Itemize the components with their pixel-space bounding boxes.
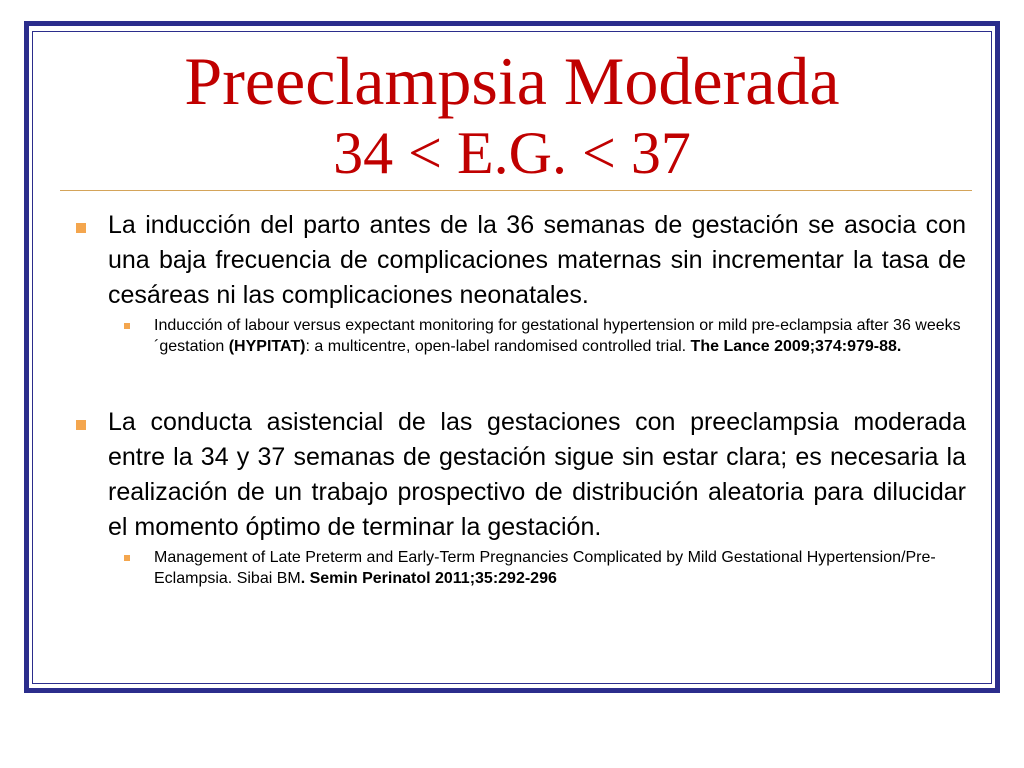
slide-title [40, 40, 984, 184]
title-divider [60, 190, 972, 191]
slide-content [66, 208, 966, 589]
title-line-2: 34 < E.G. < 37 [333, 120, 691, 186]
reference-2-text: Management of Late Preterm and Early-Term Pregnancies Complicated by Mild Gestational Hypertension/Pre-Eclampsia. Sibai BM. Semin Perinatol 2011;35:292-296 [154, 549, 936, 587]
square-bullet-icon [124, 323, 130, 329]
square-bullet-icon [76, 420, 86, 430]
reference-1-text: Inducción of labour versus expectant monitoring for gestational hypertension or mild pre-eclampsia after 36 weeks´gestation (HYPITAT): a multicentre, open-label randomised controlled trial. The Lance 2009;374:979-88. [154, 317, 961, 355]
bullet-1 [66, 208, 966, 313]
bullet-2 [66, 405, 966, 545]
title-line-1: Preeclampsia Moderada [184, 43, 840, 119]
bullet-1-reference [66, 315, 966, 357]
bullet-2-text: La conducta asistencial de las gestaciones con preeclampsia moderada entre la 34 y 37 semanas de gestación sigue sin estar clara; es necesaria la realización de un trabajo prospectivo de distribución aleatoria para dilucidar el momento óptimo de terminar la gestación. [108, 408, 966, 541]
bullet-1-text: La inducción del parto antes de la 36 semanas de gestación se asocia con una baja frecuencia de complicaciones maternas sin incrementar la tasa de cesáreas ni las complicaciones neonatales. [108, 211, 966, 309]
bullet-2-reference [66, 547, 966, 589]
square-bullet-icon [76, 223, 86, 233]
square-bullet-icon [124, 555, 130, 561]
